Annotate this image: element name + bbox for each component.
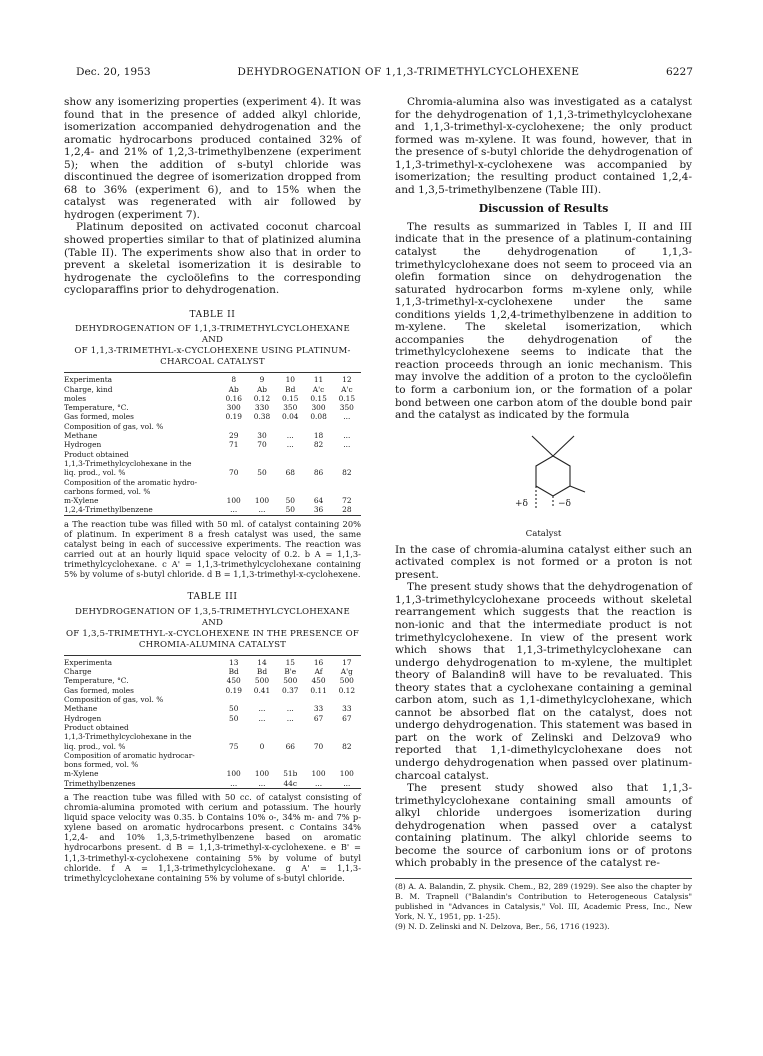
table-row bbox=[64, 385, 361, 394]
table-3-caption-line: DEHYDROGENATION OF 1,3,5-TRIMETHYLCYCLOHEXANE AND bbox=[74, 606, 351, 628]
table-row bbox=[64, 686, 361, 695]
table-cell: ... bbox=[286, 431, 294, 441]
table-cell bbox=[333, 478, 361, 487]
table-3-caption bbox=[64, 607, 361, 651]
table-cell: A'c bbox=[312, 384, 325, 394]
table-row bbox=[64, 676, 361, 685]
table-cell bbox=[220, 450, 248, 459]
table-cell: 100 bbox=[254, 496, 270, 506]
table-cell bbox=[276, 459, 304, 468]
table-cell: ... bbox=[230, 778, 238, 788]
row-label: Hydrogen bbox=[64, 440, 102, 450]
table-cell bbox=[304, 487, 332, 496]
table-cell bbox=[220, 487, 248, 496]
right-paragraph-2: The results as summarized in Tables I, II and III indicate that in the presence of a platinum-containing catalyst the dehydrogenation of 1,1,3-trimethylcyclohexane does not seem to proceed via an olefin formation since on dehydrogenation the saturated hydrocarbon forms m-xylene only, while 1,1,3-trimethyl-x-cyclohexene under the same conditions yields 1,2,4-trimethylbenzene in addition to m-xylene. The skeletal isomerization, which accompanies the dehydrogenation of the trimethylcyclohexene seems to indicate that the reaction proceeds through an ionic mechanism. This may involve the addition of a proton to the cycloölefin to form a carbonium ion, or the formation of a polar bond between one carbon atom of the double bond pair and the catalyst as indicated by the formula bbox=[395, 220, 692, 422]
table-cell: 86 bbox=[313, 468, 324, 478]
table-row bbox=[64, 459, 361, 468]
table-cell: 70 bbox=[229, 468, 239, 478]
row-label: 1,1,3-Trimethylcyclohexane in the bbox=[64, 732, 192, 742]
table-cell: 500 bbox=[254, 676, 270, 686]
table-cell bbox=[248, 695, 276, 704]
table-3 bbox=[64, 655, 361, 789]
table-cell bbox=[276, 695, 304, 704]
table-cell: 50 bbox=[285, 496, 295, 506]
table-cell: Bd bbox=[285, 384, 296, 394]
table-cell bbox=[276, 478, 304, 487]
table-cell bbox=[304, 732, 332, 741]
table-cell bbox=[276, 723, 304, 732]
table-cell bbox=[304, 760, 332, 769]
row-label: m-Xylene bbox=[64, 769, 99, 779]
catalyst-formula bbox=[395, 426, 692, 539]
table-cell: 300 bbox=[311, 403, 326, 413]
table-cell: 18 bbox=[313, 431, 324, 441]
row-label: Charge, kind bbox=[64, 384, 113, 394]
row-label: Product obtained bbox=[64, 722, 129, 732]
table-cell bbox=[220, 478, 248, 487]
table-row bbox=[64, 704, 361, 713]
table-row bbox=[64, 760, 361, 769]
table-cell: 36 bbox=[313, 505, 324, 515]
table-cell bbox=[333, 450, 361, 459]
table-cell: 0.12 bbox=[338, 685, 356, 695]
table-cell bbox=[248, 487, 276, 496]
right-paragraph-4: The present study shows that the dehydrogenation of 1,1,3-trimethylcyclohexane proceeds without skeletal rearrangement which suggests that the reaction is non-ionic and that the intermediate product is not trimethylcyclohexene. In view of the present work which shows that 1,1,3-trimethylcyclohexane can undergo dehydrogenation to m-xylene, the multiplet theory of Balandin8 will have to be revaluated. This theory states that a cyclohexane containing a geminal carbon atom, such as 1,1-dimethylcyclohexane, which cannot be absorbed flat on the catalyst, does not undergo dehydrogenation. This statement was based in part on the work of Zelinski and Delzova9 who reported that 1,1-dimethylcyclohexane does not undergo dehydrogenation when passed over platinum-charcoal catalyst. bbox=[395, 581, 692, 782]
table-cell: 100 bbox=[254, 769, 270, 779]
table-cell: 16 bbox=[313, 657, 324, 667]
table-cell: 33 bbox=[313, 704, 324, 714]
table-cell bbox=[304, 450, 332, 459]
table-cell: 30 bbox=[257, 431, 267, 441]
header-date: Dec. 20, 1953 bbox=[76, 66, 151, 78]
table-cell bbox=[220, 732, 248, 741]
table-row bbox=[64, 723, 361, 732]
table-cell: 330 bbox=[254, 403, 270, 413]
table-cell: 68 bbox=[285, 468, 295, 478]
reference-8: (8) A. A. Balandin, Z. physik. Chem., B2, 289 (1929). See also the chapter by B. M. Trapnell ("Balandin's Contribution to Heterogeneous Catalysis" published in "Advances in Catalysis," Vol. III, Academic Press, Inc., New York, N. Y., 1951, pp. 1-25). bbox=[395, 881, 692, 921]
table-cell: 72 bbox=[342, 496, 352, 506]
table-cell: 9 bbox=[259, 375, 265, 385]
row-label: Experimenta bbox=[64, 657, 113, 667]
table-cell: 100 bbox=[339, 769, 354, 779]
table-cell: Ab bbox=[256, 384, 268, 394]
table-cell bbox=[248, 760, 276, 769]
table-cell: 100 bbox=[226, 496, 241, 506]
row-label: Charge bbox=[64, 667, 92, 677]
table-cell bbox=[304, 751, 332, 760]
table-row bbox=[64, 769, 361, 778]
table-cell: ... bbox=[286, 440, 294, 450]
table-cell: ... bbox=[258, 505, 266, 515]
table-cell: 82 bbox=[342, 468, 352, 478]
table-row bbox=[64, 714, 361, 723]
right-paragraph-5: The present study showed also that 1,1,3-trimethylcyclohexane containing small amounts of alkyl chloride undergoes isomerization during dehydrogenation when passed over a catalyst containing platinum. The alkyl chloride seems to become the source of carbonium ions or of protons which probably in the presence of the catalyst re- bbox=[395, 782, 692, 870]
table-cell bbox=[248, 478, 276, 487]
table-cell: 12 bbox=[342, 375, 352, 385]
table-cell: ... bbox=[258, 704, 266, 714]
table-cell: 100 bbox=[226, 769, 241, 779]
table-cell: A'c bbox=[341, 384, 353, 394]
table-2-caption-line: DEHYDROGENATION OF 1,1,3-TRIMETHYLCYCLOHEXANE AND bbox=[74, 324, 351, 346]
row-label: carbons formed, vol. % bbox=[64, 486, 151, 496]
table-cell: 100 bbox=[311, 769, 326, 779]
table-cell: 28 bbox=[342, 505, 352, 515]
table-cell: 0.04 bbox=[282, 412, 299, 422]
table-cell: ... bbox=[343, 431, 351, 441]
table-2-caption bbox=[64, 324, 361, 368]
table-cell: 67 bbox=[313, 713, 324, 723]
row-label: Temperature, °C. bbox=[64, 403, 129, 413]
reference-9: (9) N. D. Zelinski and N. Delzova, Ber., 56, 1716 (1923). bbox=[395, 921, 610, 931]
table-cell bbox=[304, 478, 332, 487]
row-label: Gas formed, moles bbox=[64, 412, 134, 422]
table-cell: 82 bbox=[313, 440, 324, 450]
table-row bbox=[64, 742, 361, 751]
table-cell bbox=[276, 760, 304, 769]
table-2-title: TABLE II bbox=[189, 309, 236, 320]
table-row bbox=[64, 440, 361, 449]
table-row bbox=[64, 505, 361, 515]
table-row bbox=[64, 468, 361, 477]
table-cell bbox=[333, 459, 361, 468]
table-cell: 0.12 bbox=[253, 393, 271, 403]
left-paragraph-2: Platinum deposited on activated coconut charcoal showed properties similar to that of platinized alumina (Table II). The experiments show also that in order to prevent a skeletal isomerization it is desirable to hydrogenate the cycloölefins to the corresponding cycloparaffins prior to dehydrogenation. bbox=[64, 221, 361, 297]
table-cell bbox=[276, 732, 304, 741]
table-row bbox=[64, 695, 361, 704]
table-cell bbox=[248, 422, 276, 431]
table-cell bbox=[248, 723, 276, 732]
table-cell: Ab bbox=[228, 384, 239, 394]
table-cell bbox=[333, 422, 361, 431]
table-row bbox=[64, 394, 361, 403]
table-cell: 70 bbox=[313, 741, 324, 751]
table-row bbox=[64, 667, 361, 676]
table-cell bbox=[304, 723, 332, 732]
table-row bbox=[64, 751, 361, 760]
table-cell: 450 bbox=[226, 676, 241, 686]
table-cell: 50 bbox=[257, 468, 267, 478]
table-row bbox=[64, 732, 361, 741]
table-cell: 71 bbox=[229, 440, 239, 450]
row-label: Gas formed, moles bbox=[64, 685, 134, 695]
table-cell: 500 bbox=[339, 676, 354, 686]
row-label: Experimenta bbox=[64, 375, 113, 385]
table-cell: ... bbox=[230, 505, 238, 515]
section-heading-discussion: Discussion of Results bbox=[478, 202, 609, 216]
row-label: Methane bbox=[64, 431, 98, 441]
table-row bbox=[64, 431, 361, 440]
table-cell: 300 bbox=[226, 403, 241, 413]
row-label: Hydrogen bbox=[64, 713, 102, 723]
table-cell: 0.08 bbox=[310, 412, 327, 422]
table-cell: 13 bbox=[229, 657, 239, 667]
header-page-number: 6227 bbox=[666, 66, 693, 78]
table-cell: 0.19 bbox=[225, 685, 242, 695]
table-cell bbox=[333, 760, 361, 769]
table-cell: 82 bbox=[342, 741, 352, 751]
table-cell: 29 bbox=[229, 431, 239, 441]
table-3-caption-line: CHROMIA-ALUMINA CATALYST bbox=[138, 639, 287, 650]
table-cell: 0.11 bbox=[310, 685, 327, 695]
table-cell bbox=[304, 422, 332, 431]
row-label: Composition of aromatic hydrocar- bbox=[64, 750, 195, 760]
table-cell bbox=[220, 723, 248, 732]
table-cell: ... bbox=[343, 412, 351, 422]
table-cell: 64 bbox=[313, 496, 324, 506]
table-row bbox=[64, 478, 361, 487]
table-cell bbox=[276, 487, 304, 496]
table-cell bbox=[220, 751, 248, 760]
table-cell bbox=[304, 459, 332, 468]
row-label: Composition of gas, vol. % bbox=[64, 695, 164, 705]
table-cell: 0 bbox=[259, 741, 265, 751]
cyclohexene-structure-drawing bbox=[395, 426, 692, 530]
table-cell: 0.37 bbox=[282, 685, 299, 695]
table-cell bbox=[276, 751, 304, 760]
table-cell: 350 bbox=[283, 403, 298, 413]
table-2 bbox=[64, 372, 361, 515]
table-3-footnote: a The reaction tube was filled with 50 cc. of catalyst consisting of chromia-alumina promoted with cerium and potassium. The hourly liquid space velocity was 0.35. b Contains 10% o-, 34% m- and 7% p-xylene based on aromatic hydrocarbons present. c Contains 34% 1,2,4- and 10% 1,3,5-trimethylbenzene based on aromatic hydrocarbons present. d B = 1,1,3-trimethyl-x-cyclohexene. e B' = 1,1,3-trimethyl-x-cyclohexene containing 5% by volume of butyl chloride. f A = 1,1,3-trimethylcyclohexane. g A' = 1,1,3-trimethylcyclohexane containing 5% by volume of s-butyl chloride. bbox=[64, 792, 361, 883]
table-row bbox=[64, 655, 361, 667]
references bbox=[395, 878, 692, 932]
running-header bbox=[76, 66, 693, 78]
table-cell: B'e bbox=[284, 667, 297, 677]
row-label: 1,1,3-Trimethylcyclohexane in the bbox=[64, 458, 192, 468]
table-2-caption-line: OF 1,1,3-TRIMETHYL-x-CYCLOHEXENE USING PLATINUM- bbox=[74, 346, 351, 357]
right-paragraph-3: In the case of chromia-alumina catalyst either such an activated complex is not formed or a proton is not present. bbox=[395, 543, 692, 581]
table-cell: 17 bbox=[342, 657, 352, 667]
table-cell bbox=[248, 732, 276, 741]
table-3-caption-line: OF 1,3,5-TRIMETHYL-x-CYCLOHEXENE IN THE PRESENCE OF bbox=[66, 628, 359, 639]
row-label: bons formed, vol. % bbox=[64, 760, 139, 770]
table-cell: ... bbox=[258, 778, 266, 788]
table-cell: 50 bbox=[285, 505, 295, 515]
left-column bbox=[64, 96, 361, 883]
table-cell: ... bbox=[315, 778, 323, 788]
table-3-title: TABLE III bbox=[187, 592, 238, 603]
table-cell: ... bbox=[286, 704, 294, 714]
row-label: liq. prod., vol. % bbox=[64, 741, 126, 751]
row-label: liq. prod., vol. % bbox=[64, 468, 126, 478]
table-2-caption-line: CHARCOAL CATALYST bbox=[160, 357, 265, 368]
formula-label: Catalyst bbox=[525, 528, 562, 539]
table-cell: Bd bbox=[256, 667, 268, 677]
table-cell bbox=[333, 751, 361, 760]
table-row bbox=[64, 412, 361, 421]
table-cell: 450 bbox=[311, 676, 326, 686]
left-paragraph-1: show any isomerizing properties (experiment 4). It was found that in the presence of added alkyl chloride, isomerization accompanied dehydrogenation and the aromatic hydrocarbons produced contained 32% of 1,2,4- and 21% of 1,2,3-trimethylbenzene (experiment 5); when the addition of s-butyl chloride was discontinued the degree of isomerization dropped from 68 to 36% (experiment 6), and to 15% when the catalyst was regenerated with air followed by hydrogen (experiment 7). bbox=[64, 96, 361, 221]
table-cell: 0.38 bbox=[253, 412, 271, 422]
table-cell: 0.15 bbox=[282, 393, 299, 403]
table-cell: 14 bbox=[257, 657, 267, 667]
table-cell: ... bbox=[343, 440, 351, 450]
table-cell: 66 bbox=[285, 741, 295, 751]
row-label: m-Xylene bbox=[64, 496, 99, 506]
table-cell bbox=[333, 487, 361, 496]
table-cell: ... bbox=[343, 778, 351, 788]
table-cell bbox=[276, 450, 304, 459]
row-label: Composition of the aromatic hydro- bbox=[64, 477, 198, 487]
table-cell bbox=[220, 459, 248, 468]
table-cell bbox=[304, 695, 332, 704]
table-cell bbox=[220, 760, 248, 769]
table-cell: ... bbox=[286, 713, 294, 723]
row-label: Product obtained bbox=[64, 449, 129, 459]
table-row bbox=[64, 779, 361, 789]
table-cell: 0.19 bbox=[225, 412, 242, 422]
table-row bbox=[64, 487, 361, 496]
table-cell bbox=[220, 422, 248, 431]
table-cell: Bd bbox=[228, 667, 239, 677]
table-cell: 350 bbox=[339, 403, 354, 413]
table-cell: 50 bbox=[229, 704, 239, 714]
header-title: DEHYDROGENATION OF 1,1,3-TRIMETHYLCYCLOHEXENE bbox=[237, 66, 580, 78]
row-label: 1,2,4-Trimethylbenzene bbox=[64, 505, 153, 515]
table-cell: 51b bbox=[283, 769, 298, 779]
right-column bbox=[395, 96, 692, 932]
formula-minus-delta: −δ bbox=[558, 498, 571, 509]
table-cell bbox=[333, 723, 361, 732]
table-cell: 0.15 bbox=[310, 393, 327, 403]
row-label: moles bbox=[64, 393, 86, 403]
table-cell bbox=[248, 450, 276, 459]
table-cell: 70 bbox=[257, 440, 267, 450]
table-cell: 44c bbox=[283, 778, 298, 788]
table-cell: 67 bbox=[342, 713, 352, 723]
table-cell: ... bbox=[258, 713, 266, 723]
table-cell bbox=[333, 695, 361, 704]
table-cell: 500 bbox=[283, 676, 298, 686]
row-label: Methane bbox=[64, 704, 98, 714]
row-label: Temperature, °C. bbox=[64, 676, 129, 686]
table-cell: 0.41 bbox=[253, 685, 271, 695]
table-cell bbox=[276, 422, 304, 431]
table-2-footnote: a The reaction tube was filled with 50 ml. of catalyst containing 20% of platinum. In experiment 8 a fresh catalyst was used, the same catalyst being in each of successive experiments. The reaction was carried out at an hourly liquid space velocity of 0.2. b A = 1,1,3-trimethylcyclohexane. c A' = 1,1,3-trimethylcyclohexane containing 5% by volume of s-butyl chloride. d B = 1,1,3-trimethyl-x-cyclohexene. bbox=[64, 518, 361, 580]
table-cell: A'g bbox=[340, 667, 353, 677]
table-cell bbox=[220, 695, 248, 704]
table-row bbox=[64, 403, 361, 412]
row-label: Composition of gas, vol. % bbox=[64, 421, 164, 431]
table-cell: 10 bbox=[285, 375, 295, 385]
table-row bbox=[64, 496, 361, 505]
table-cell: 8 bbox=[231, 375, 237, 385]
table-cell: Af bbox=[314, 667, 323, 677]
table-row bbox=[64, 450, 361, 459]
right-paragraph-1: Chromia-alumina also was investigated as a catalyst for the dehydrogenation of 1,1,3-trimethylcyclohexane and 1,1,3-trimethyl-x-cyclohexene; the only product formed was m-xylene. It was found, however, that in the presence of s-butyl chloride the dehydrogenation of 1,1,3-trimethyl-x-cyclohexene was accompanied by isomerization; the resulting product contained 1,2,4- and 1,3,5-trimethylbenzene (Table III). bbox=[395, 96, 692, 196]
row-label: Trimethylbenzenes bbox=[64, 778, 136, 788]
table-cell: 33 bbox=[342, 704, 352, 714]
formula-plus-delta: +δ bbox=[515, 498, 528, 509]
table-cell bbox=[248, 751, 276, 760]
table-row bbox=[64, 373, 361, 385]
table-cell bbox=[248, 459, 276, 468]
table-cell: 11 bbox=[313, 375, 324, 385]
table-cell: 0.15 bbox=[338, 393, 356, 403]
table-cell: 75 bbox=[229, 741, 239, 751]
table-cell: 50 bbox=[229, 713, 239, 723]
table-row bbox=[64, 422, 361, 431]
table-cell: 0.16 bbox=[225, 393, 242, 403]
table-cell bbox=[333, 732, 361, 741]
table-cell: 15 bbox=[285, 657, 295, 667]
